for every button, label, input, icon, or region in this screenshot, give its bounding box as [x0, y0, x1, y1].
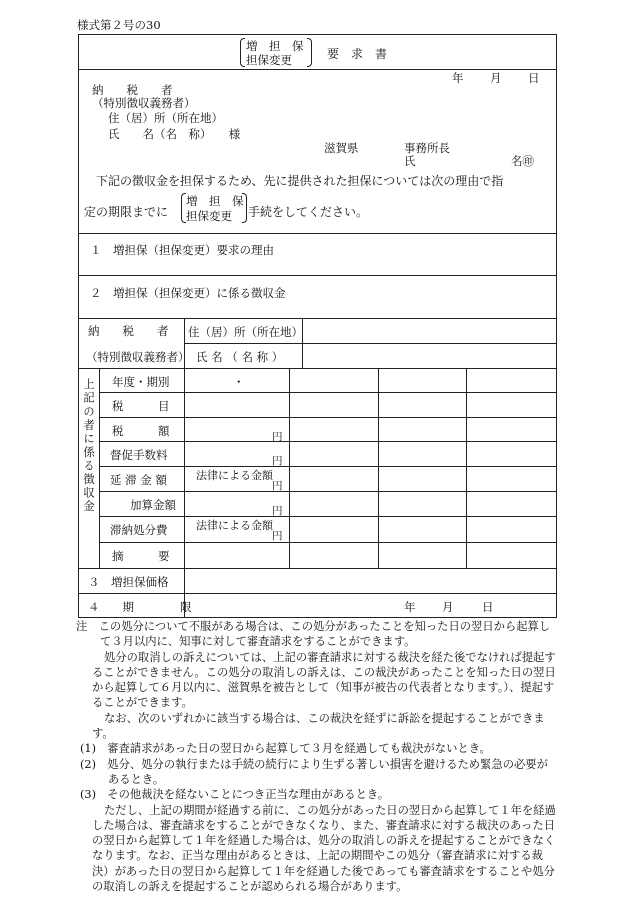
note-2: 処分の取消しの訴えについては、上記の審査請求に対する裁決を経た後でなければ提起することができません。この処分の取消しの訴えは、この裁決があったことを知った日の翌日から起算して６月以内に、滋賀県を被告として（知事が被告の代表者となります。）、提起することができます。: [92, 650, 556, 710]
row-disposition-fee-yen: 円: [272, 530, 283, 542]
row-summary-label: 摘 要: [112, 549, 170, 563]
header-bracket-line2: 担保変更: [246, 53, 292, 67]
issuer-name-label: 氏: [404, 154, 416, 168]
note-item-1: (1) 審査請求があった日の翌日から起算して３月を経過しても裁決がないとき。: [80, 742, 491, 756]
row-line-5: [99, 491, 557, 492]
row-additional-tax-yen: 円: [272, 505, 283, 517]
row-line-7: [99, 542, 557, 543]
payer-label-sub: （特別徴収義務者）: [86, 350, 190, 364]
section3-label: ３ 増担保価格: [88, 575, 169, 589]
section4-day: 日: [482, 600, 494, 614]
row-late-tax-legal: 法律による金額: [196, 469, 273, 482]
issuer-seal: 名㊞: [511, 154, 534, 168]
row-line-2: [99, 417, 557, 418]
row-period-dot: ・: [233, 375, 245, 389]
col-divider-1: [289, 368, 290, 568]
taxpayer-name: 氏 名（名 称） 様: [108, 127, 241, 141]
section2-divider: [78, 275, 557, 276]
row-line-4: [99, 466, 557, 467]
date-day: 日: [528, 71, 540, 85]
col-divider-3: [466, 368, 467, 568]
row-line-1: [99, 392, 557, 393]
taxpayer-label-sub: （特別徴収義務者）: [92, 96, 196, 110]
taxpayer-address: 住（居）所（所在地）: [108, 111, 223, 125]
col-divider-2: [378, 368, 379, 568]
section4-month: 月: [442, 600, 454, 614]
row-disposition-fee-label: 滞納処分費: [110, 523, 168, 537]
vertical-label: 上記の者に係る徴収金: [82, 378, 96, 514]
payer-top-line: [78, 318, 557, 319]
form-number: 様式第２号の30: [77, 18, 161, 32]
body-line1: 下記の徴収金を担保するため、先に提供された担保については次の理由で指: [96, 174, 504, 188]
body-bracket-line1: 増 担 保: [186, 194, 244, 208]
note-item-2: (2) 処分、処分の執行または手続の続行により生ずる著しい損害を避けるため緊急の必要があるとき。: [80, 757, 548, 786]
row-late-tax-label: 延 滞 金 額: [110, 473, 167, 487]
issuer-prefecture: 滋賀県: [324, 141, 359, 155]
row-reminder-fee-yen: 円: [272, 455, 283, 467]
section2-label: ２ 増担保（担保変更）に係る徴収金: [90, 286, 286, 300]
note-4: ただし、上記の期間が経過する前に、この処分があった日の翌日から起算して１年を経過した場合は、審査請求をすることができなくなり、また、審査請求に対する裁決のあった日の翌日から起算して１年を経過した場合は、処分の取消しの訴えを提起することができなくなります。なお、正当な理由があるときは、上記の期間やこの処分（審査請求に対する裁決）があった日の翌日から起算して１年を経過した後であっても審査請求をすることや処分の取消しの訴えを提起することが認められる場合があります。: [92, 803, 556, 894]
section4-label: ４ 期 限: [88, 600, 192, 614]
section4-divider: [78, 593, 557, 594]
note-1: 注 この処分について不服がある場合は、この処分があったことを知った日の翌日から起算して３月以内に、知事に対して審査請求をすることができます。: [76, 620, 551, 649]
date-month: 月: [490, 71, 502, 85]
row-late-tax-yen: 円: [272, 480, 283, 492]
header-bracket-right: [307, 38, 312, 67]
section4-year: 年: [404, 600, 416, 614]
payer-name-label: 氏 名 （ 名 称 ）: [196, 350, 284, 364]
vertical-label-divider: [99, 368, 100, 568]
document-title: 要 求 書: [327, 47, 388, 61]
header-bracket-left: [240, 38, 245, 67]
row-tax-amount-yen: 円: [272, 431, 283, 443]
taxpayer-label: 納 税 者: [92, 83, 173, 97]
body-line2-pre: 定の期限までに: [84, 205, 169, 219]
note-3: なお、次のいずれかに該当する場合は、この裁決を経ずに訴訟を提起することができます。: [92, 711, 545, 741]
date-year: 年: [452, 71, 464, 85]
row-period-label: 年度・期別: [112, 375, 170, 389]
section1-divider: [78, 233, 557, 234]
note-item-3: (3) その他裁決を経ないことにつき正当な理由があるとき。: [80, 788, 390, 802]
payer-label: 納 税 者: [88, 324, 169, 338]
header-divider: [78, 69, 557, 70]
row-line-3: [99, 441, 557, 442]
issuer-office: 事務所長: [404, 141, 450, 155]
row-line-6: [99, 516, 557, 517]
row-disposition-fee-legal: 法律による金額: [196, 519, 273, 532]
payer-address-label: 住（居）所（所在地）: [188, 325, 303, 339]
body-line2-post: 手続をしてください。: [248, 205, 369, 219]
header-bracket-line1: 増 担 保: [246, 39, 304, 53]
row-reminder-fee-label: 督促手数料: [110, 448, 168, 462]
section1-label: １ 増担保（担保変更）要求の理由: [90, 243, 274, 257]
section3-divider: [78, 568, 557, 569]
body-bracket-line2: 担保変更: [186, 209, 232, 223]
row-additional-tax-label: 加算金額: [130, 498, 176, 512]
row-tax-item-label: 税 目: [112, 399, 170, 413]
payer-mid-line: [184, 343, 557, 344]
notes-block: [76, 619, 558, 894]
row-tax-amount-label: 税 額: [112, 424, 170, 438]
payer-bottom-line: [78, 368, 557, 369]
